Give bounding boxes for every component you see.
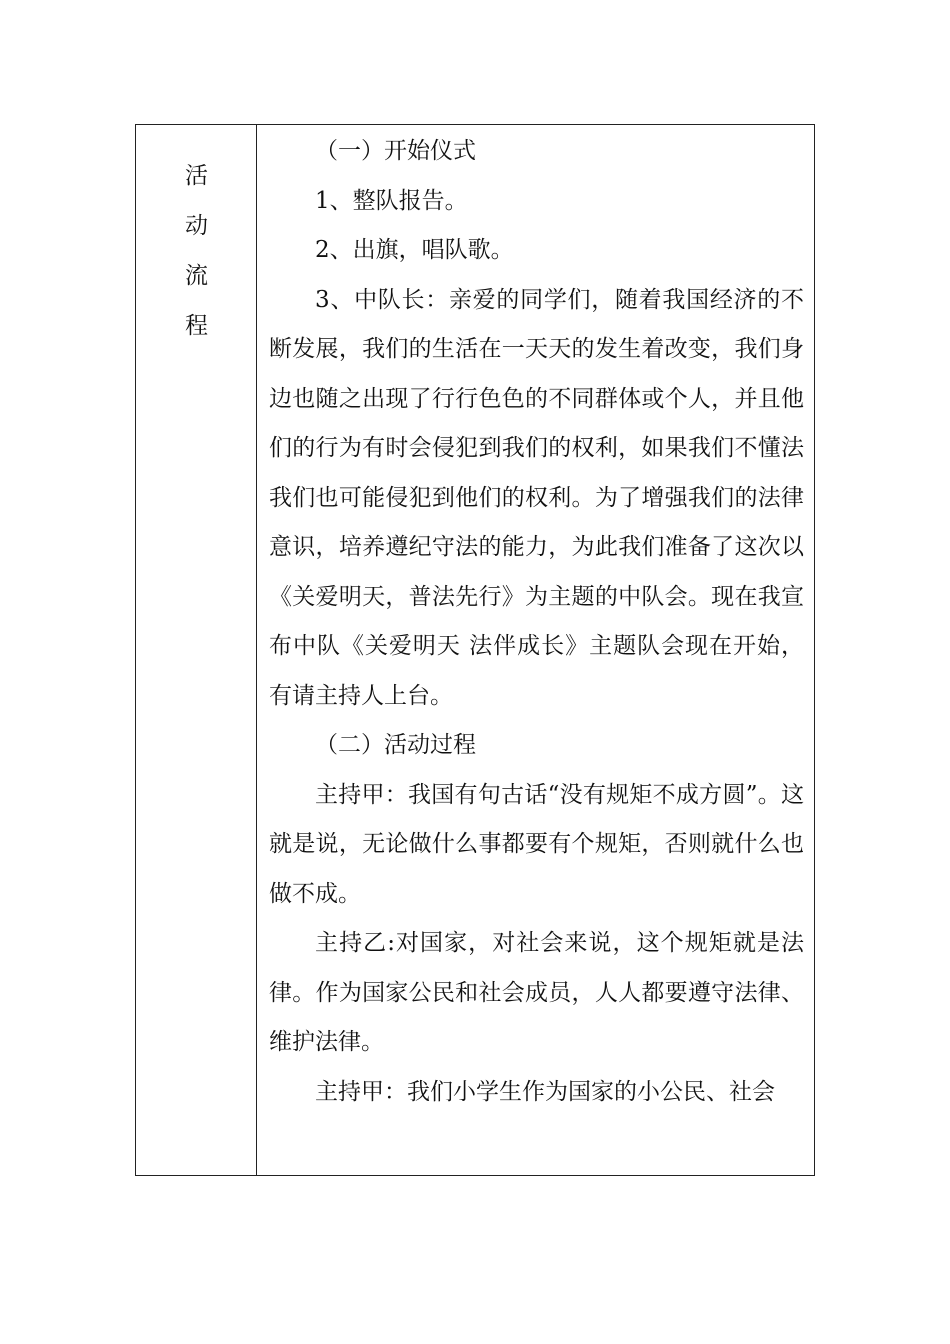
- label-activity-process: [136, 161, 257, 361]
- label-char: 程: [185, 313, 208, 339]
- label-cell: [136, 125, 257, 1175]
- section-heading-opening: （一）开始仪式: [315, 138, 476, 164]
- label-char: 活: [185, 163, 208, 189]
- label-char: 流: [185, 263, 208, 289]
- activity-table: [135, 124, 815, 1176]
- dialogue-paragraph: 主持甲：我国有句古话“没有规矩不成方圆”。这就是说，无论做什么事都要有个规矩，否则就什么也做不成。: [269, 781, 804, 907]
- step-line: 1、整队报告。: [315, 187, 468, 214]
- step-line: 2、出旗，唱队歌。: [315, 237, 514, 263]
- step-paragraph: 3、中队长：亲爱的同学们，随着我国经济的不断发展，我们的生活在一天天的发生着改变，我们身边也随之出现了行行色色的不同群体或个人，并且他们的行为有时会侵犯到我们的权利，如果我们不懂法我们也可能侵犯到他们的权利。为了增强我们的法律意识，培养遵纪守法的能力，为此我们准备了这次以《关爱明天，普法先行》为主题的中队会。现在我宣布中队《关爱明天 法伴成长》主题队会现在开始，有请主持人上台。: [269, 286, 804, 709]
- section-heading-process: （二）活动过程: [315, 732, 476, 758]
- content-cell: [257, 125, 814, 1175]
- dialogue-paragraph: 主持甲：我们小学生作为国家的小公民、社会: [315, 1078, 775, 1105]
- label-char: 动: [185, 213, 208, 239]
- dialogue-paragraph: 主持乙:对国家，对社会来说，这个规矩就是法律。作为国家公民和社会成员，人人都要遵守法律、维护法律。: [269, 930, 804, 1055]
